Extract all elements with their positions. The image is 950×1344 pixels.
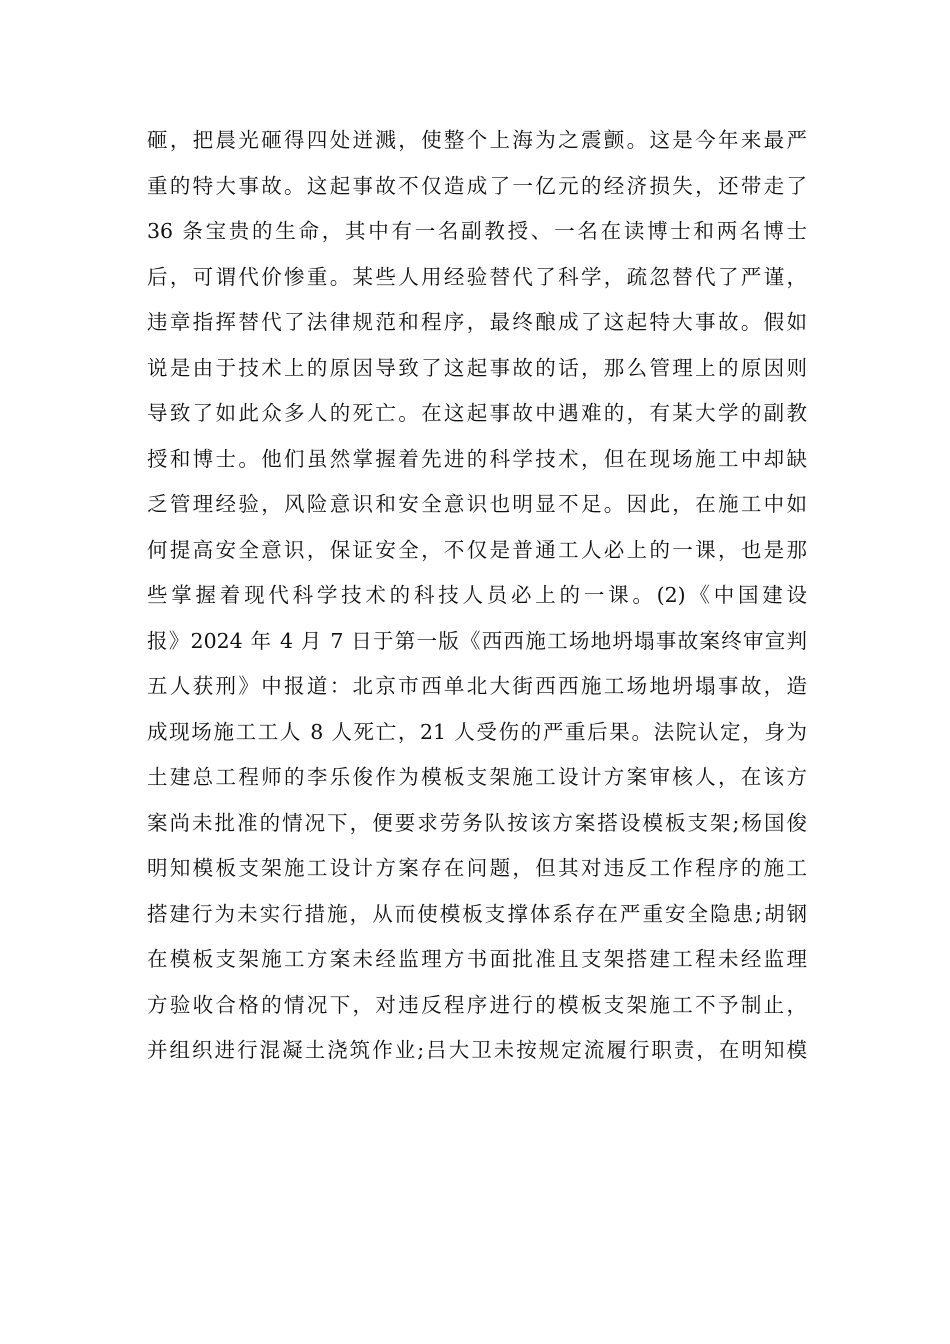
text-line: 说是由于技术上的原因导致了这起事故的话，那么管理上的原因则 (147, 355, 807, 380)
text-line: 违章指挥替代了法律规范和程序，最终酿成了这起特大事故。假如 (147, 310, 807, 334)
text-line: 案尚未批准的情况下，便要求劳务队按该方案搭设模板支架;杨国俊 (147, 810, 807, 835)
text-line: 成现场施工工人 8 人死亡，21 人受伤的严重后果。法院认定，身为 (147, 719, 807, 744)
text-line: 授和博士。他们虽然掌握着先进的科学技术，但在现场施工中却缺 (147, 446, 807, 471)
text-line: 土建总工程师的李乐俊作为模板支架施工设计方案审核人，在该方 (147, 765, 807, 789)
text-line: 重的特大事故。这起事故不仅造成了一亿元的经济损失，还带走了 (147, 173, 807, 198)
text-line: 在模板支架施工方案未经监理方书面批准且支架搭建工程未经监理 (147, 947, 807, 971)
text-line: 搭建行为未实行措施，从而使模板支撑体系存在严重安全隐患;胡钢 (147, 901, 807, 926)
text-line: 何提高安全意识，保证安全，不仅是普通工人必上的一课，也是那 (147, 537, 807, 562)
text-line: 并组织进行混凝土浇筑作业;吕大卫未按规定流履行职责，在明知模 (147, 1038, 807, 1062)
text-line: 五人获刑》中报道：北京市西单北大街西西施工场地坍塌事故，造 (147, 674, 807, 698)
text-line: 后，可谓代价惨重。某些人用经验替代了科学，疏忽替代了严谨， (147, 264, 807, 289)
text-line: 些掌握着现代科学技术的科技人员必上的一课。(2)《中国建设 (147, 583, 807, 607)
text-line: 报》2024 年 4 月 7 日于第一版《西西施工场地坍塌事故案终审宣判 (147, 628, 807, 653)
text-line: 导致了如此众多人的死亡。在这起事故中遇难的，有某大学的副教 (147, 401, 807, 425)
document-body (147, 118, 807, 1074)
text-line: 36 条宝贵的生命，其中有一名副教授、一名在读博士和两名博士 (147, 219, 807, 243)
text-line: 明知模板支架施工设计方案存在问题，但其对违反工作程序的施工 (147, 856, 807, 880)
text-line: 乏管理经验，风险意识和安全意识也明显不足。因此，在施工中如 (147, 492, 807, 516)
text-line: 砸，把晨光砸得四处迸溅，使整个上海为之震颤。这是今年来最严 (147, 128, 807, 152)
text-line: 方验收合格的情况下，对违反程序进行的模板支架施工不予制止， (147, 992, 807, 1017)
